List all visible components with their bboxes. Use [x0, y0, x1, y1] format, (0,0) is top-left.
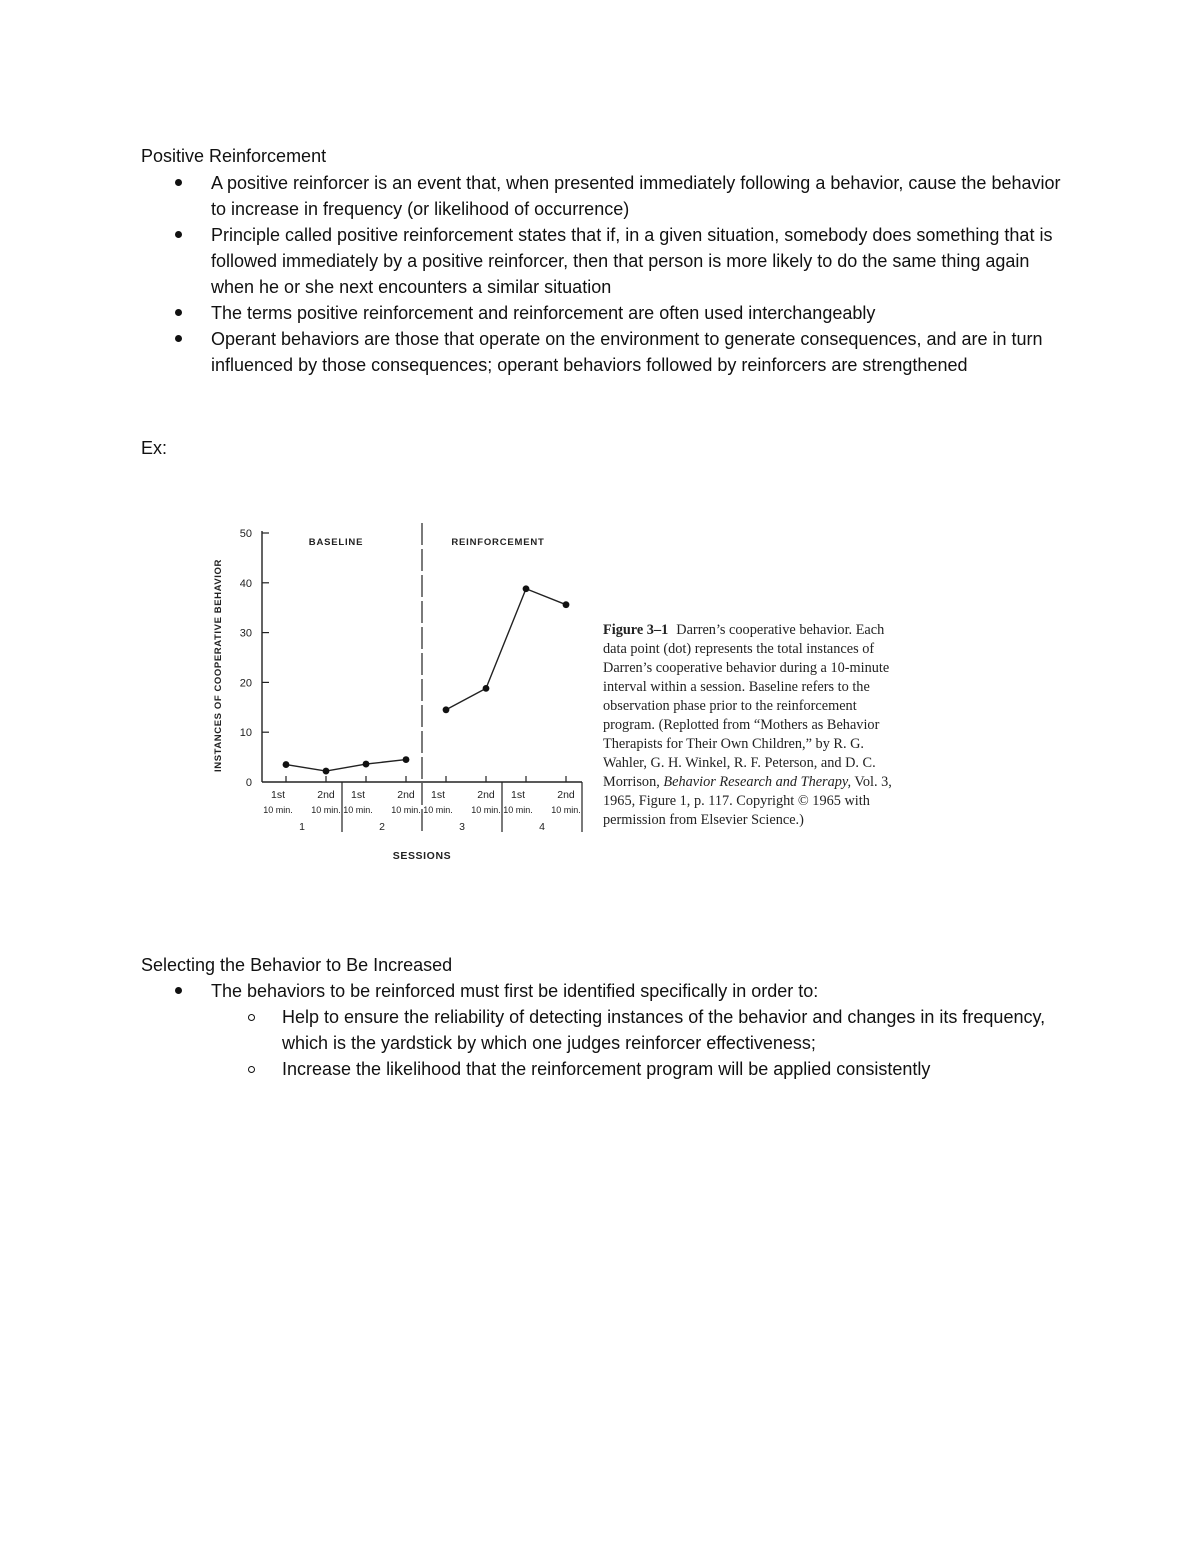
x-axis-label: SESSIONS [392, 850, 452, 862]
figure-label: Figure 3–1 [603, 622, 669, 638]
interval-label: 2nd [557, 789, 575, 801]
interval-label: 2nd [477, 789, 495, 801]
series-line [286, 760, 406, 771]
data-point [523, 585, 530, 592]
y-tick-label: 0 [245, 777, 252, 789]
caption-text: Darren’s cooperative behavior. Each data point (dot) represents the total instances of Darren’s cooperative behavior during a 10-minute interval within a session. Baseline refers to the observation phase prior to the reinforcement program. (Replotted from “Mothers as Behavior Therapists for Their Own Children,” by R. G. Wahler, G. H. Winkel, R. F. Peterson, and D. C. Morrison, [603, 622, 890, 790]
bullet-dot-icon [175, 335, 182, 342]
sub-bullet-item [211, 1004, 1071, 1056]
interval-duration-label: 10 min. [343, 805, 373, 815]
y-tick-label: 20 [239, 677, 252, 690]
interval-label: 1st [270, 789, 286, 801]
phase-label: REINFORCEMENT [451, 537, 545, 548]
bullet-text: A positive reinforcer is an event that, when presented immediately following a behavior, cause the behavior to increase in frequency (or likelihood of occurrence) [211, 173, 1061, 219]
bullet-item [141, 222, 1061, 300]
bullet-text: The terms positive reinforcement and reinforcement are often used interchangeably [211, 303, 876, 323]
data-point [363, 761, 370, 768]
positive-reinforcement-bullet-list [141, 170, 1061, 378]
caption-text-end: Vol. 3, 1965, Figure 1, p. 117. Copyright © 1965 with permission from Elsevier Science.) [603, 774, 892, 828]
bullet-text: The behaviors to be reinforced must first be identified specifically in order to: [211, 981, 819, 1001]
interval-duration-label: 10 min. [471, 805, 501, 815]
phase-label: BASELINE [308, 537, 364, 548]
interval-label: 1st [350, 789, 366, 801]
data-point [483, 685, 490, 692]
bullet-item [141, 170, 1061, 222]
bullet-item [141, 326, 1061, 378]
selecting-behavior-bullet-list [141, 978, 1061, 1004]
session-label: 2 [379, 821, 385, 833]
interval-duration-label: 10 min. [391, 805, 421, 815]
data-point [563, 601, 570, 608]
interval-label: 2nd [397, 789, 415, 801]
bullet-dot-icon [175, 987, 182, 994]
section-heading-selecting-behavior: Selecting the Behavior to Be Increased [141, 955, 453, 975]
interval-label: 1st [430, 789, 446, 801]
interval-duration-label: 10 min. [311, 805, 341, 815]
section-heading-positive-reinforcement: Positive Reinforcement [141, 146, 327, 166]
bullet-dot-icon [175, 179, 182, 186]
interval-duration-label: 10 min. [423, 805, 453, 815]
sub-bullet-text: Increase the likelihood that the reinforcement program will be applied consistently [282, 1059, 931, 1079]
data-point [323, 768, 330, 775]
data-point [443, 706, 450, 713]
bullet-text: Operant behaviors are those that operate on the environment to generate consequences, and are in turn influenced by those consequences; operant behaviors followed by reinforcers are strengthened [211, 329, 1043, 375]
y-tick-label: 10 [239, 727, 252, 740]
hollow-bullet-icon [248, 1014, 255, 1021]
session-label: 3 [459, 821, 465, 833]
data-point [283, 761, 290, 768]
session-label: 1 [299, 821, 305, 833]
example-label: Ex: [141, 438, 168, 458]
bullet-dot-icon [175, 309, 182, 316]
y-tick-label: 30 [239, 627, 252, 640]
bullet-item [141, 978, 1061, 1004]
interval-duration-label: 10 min. [503, 805, 533, 815]
sub-bullet-text: Help to ensure the reliability of detecting instances of the behavior and changes in its frequency, which is the yardstick by which one judges reinforcer effectiveness; [282, 1007, 1046, 1053]
interval-label: 2nd [317, 789, 335, 801]
session-label: 4 [539, 821, 545, 833]
y-tick-label: 40 [239, 577, 252, 590]
interval-duration-label: 10 min. [263, 805, 293, 815]
y-axis-label: INSTANCES OF COOPERATIVE BEHAVIOR [213, 559, 224, 772]
figure-caption [603, 621, 893, 830]
interval-duration-label: 10 min. [551, 805, 581, 815]
data-point [403, 756, 410, 763]
y-tick-label: 50 [239, 528, 252, 540]
sub-bullet-item [211, 1056, 1071, 1082]
bullet-dot-icon [175, 231, 182, 238]
caption-journal: Behavior Research and Therapy, [663, 774, 852, 790]
bullet-item [141, 300, 1061, 326]
series-line [446, 589, 566, 710]
interval-label: 1st [510, 789, 526, 801]
bullet-text: Principle called positive reinforcement states that if, in a given situation, somebody does something that is followed immediately by a positive reinforcer, then that person is more likely to do the same thing again when he or she next encounters a similar situation [211, 225, 1053, 297]
sub-bullet-list [211, 1004, 1071, 1082]
hollow-bullet-icon [248, 1066, 255, 1073]
